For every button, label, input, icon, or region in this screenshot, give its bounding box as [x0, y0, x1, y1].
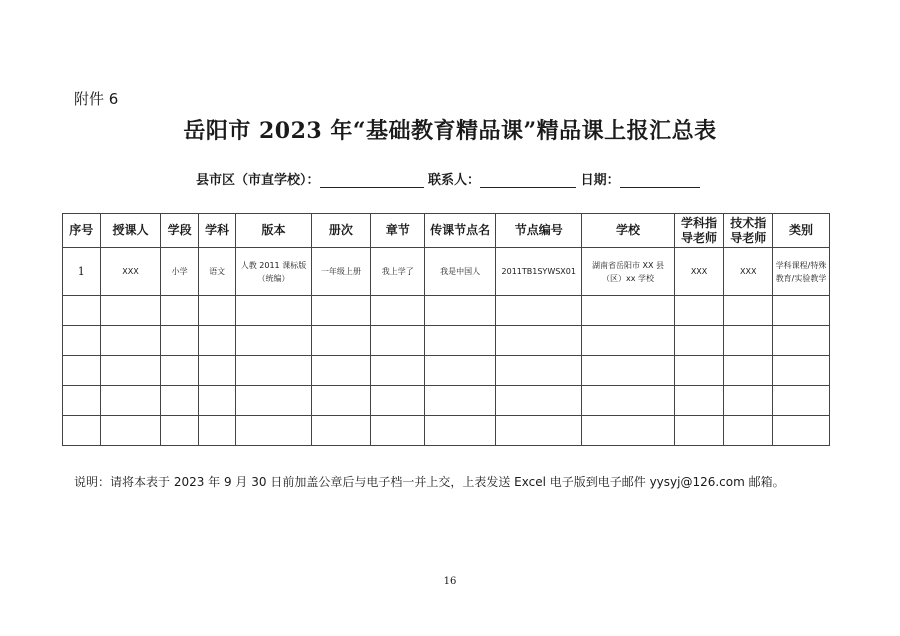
table-cell [724, 296, 773, 326]
table-cell: 一年级上册 [311, 248, 371, 296]
table-cell [496, 326, 582, 356]
header-subject-advisor: 学科指导老师 [674, 214, 724, 248]
table-cell [100, 386, 161, 416]
table-cell [773, 416, 830, 446]
table-cell [582, 416, 674, 446]
date-label: 日期： [580, 173, 620, 188]
date-blank [620, 173, 700, 188]
table-cell [773, 386, 830, 416]
table-cell: XXX [100, 248, 161, 296]
table-cell [236, 356, 311, 386]
table-cell [63, 296, 101, 326]
table-row [63, 326, 830, 356]
table-cell [198, 386, 236, 416]
header-school: 学校 [582, 214, 674, 248]
table-cell [674, 326, 724, 356]
table-cell [496, 356, 582, 386]
table-cell [425, 356, 496, 386]
table-cell [674, 416, 724, 446]
table-cell [724, 386, 773, 416]
table-cell [236, 326, 311, 356]
table-cell [496, 296, 582, 326]
table-row [63, 356, 830, 386]
table-cell [425, 296, 496, 326]
table-cell [100, 356, 161, 386]
district-blank [320, 173, 424, 188]
table-cell: XXX [674, 248, 724, 296]
table-cell: 小学 [161, 248, 199, 296]
table-cell [161, 386, 199, 416]
table-cell [63, 356, 101, 386]
table-cell [724, 416, 773, 446]
table-cell [674, 296, 724, 326]
header-node-name: 传课节点名 [425, 214, 496, 248]
table-row [63, 386, 830, 416]
table-cell [674, 386, 724, 416]
table-cell: 语文 [198, 248, 236, 296]
header-category: 类别 [773, 214, 830, 248]
table-cell [582, 326, 674, 356]
table-cell [582, 386, 674, 416]
header-edition: 版本 [236, 214, 311, 248]
table-cell [371, 386, 425, 416]
table-cell [311, 356, 371, 386]
table-cell [724, 356, 773, 386]
note-text: 说明：请将本表于 2023 年 9 月 30 日前加盖公章后与电子档一并上交，上表发送 Excel 电子版到电子邮件 yysyj@126.com 邮箱。 [74, 475, 785, 489]
summary-table [62, 213, 830, 446]
table-cell [425, 326, 496, 356]
header-subject: 学科 [198, 214, 236, 248]
table-header-row [63, 214, 830, 248]
table-cell: 1 [63, 248, 101, 296]
district-label: 县市区（市直学校）： [196, 173, 320, 188]
table-cell [371, 326, 425, 356]
table-cell [63, 326, 101, 356]
table-cell [724, 326, 773, 356]
table-cell [236, 416, 311, 446]
table-cell [311, 416, 371, 446]
table-cell [100, 416, 161, 446]
page-title: 岳阳市 2023 年“基础教育精品课”精品课上报汇总表 [183, 118, 717, 144]
table-cell [198, 416, 236, 446]
table-cell [161, 296, 199, 326]
contact-label: 联系人： [428, 173, 481, 188]
table-cell [425, 386, 496, 416]
header-tech-advisor: 技术指导老师 [724, 214, 773, 248]
header-stage: 学段 [161, 214, 199, 248]
table-row [63, 296, 830, 326]
table-cell [773, 296, 830, 326]
table-cell [161, 356, 199, 386]
table-cell [371, 416, 425, 446]
table-cell [496, 386, 582, 416]
table-cell [198, 326, 236, 356]
header-chapter: 章节 [371, 214, 425, 248]
table-cell [311, 326, 371, 356]
table-cell [63, 386, 101, 416]
table-cell [674, 356, 724, 386]
table-cell: 人教 2011 课标版（统编） [236, 248, 311, 296]
table-cell [425, 416, 496, 446]
header-teacher: 授课人 [100, 214, 161, 248]
table-cell [236, 386, 311, 416]
table-cell: 我是中国人 [425, 248, 496, 296]
table-cell [198, 296, 236, 326]
table-cell [773, 326, 830, 356]
contact-blank [480, 173, 576, 188]
table-cell [198, 356, 236, 386]
table-cell [100, 326, 161, 356]
table-cell [161, 416, 199, 446]
header-node-code: 节点编号 [496, 214, 582, 248]
table-cell [371, 356, 425, 386]
table-cell: 湖南省岳阳市 XX 县（区）xx 学校 [582, 248, 674, 296]
table-cell [236, 296, 311, 326]
table-cell [773, 356, 830, 386]
table-cell [161, 326, 199, 356]
page-number: 16 [443, 576, 457, 587]
table-cell: 学科课程/特殊教育/实验教学 [773, 248, 830, 296]
table-cell [311, 296, 371, 326]
table-cell [496, 416, 582, 446]
table-row [63, 248, 830, 296]
table-row [63, 416, 830, 446]
table-cell [311, 386, 371, 416]
table-cell: 我上学了 [371, 248, 425, 296]
table-cell [582, 296, 674, 326]
table-cell [63, 416, 101, 446]
attachment-label: 附件 6 [74, 90, 119, 108]
info-row [196, 169, 700, 188]
table-cell [582, 356, 674, 386]
header-seq: 序号 [63, 214, 101, 248]
table-cell: XXX [724, 248, 773, 296]
table-cell [371, 296, 425, 326]
table-cell: 2011TB1SYWSX01 [496, 248, 582, 296]
header-volume: 册次 [311, 214, 371, 248]
table-cell [100, 296, 161, 326]
